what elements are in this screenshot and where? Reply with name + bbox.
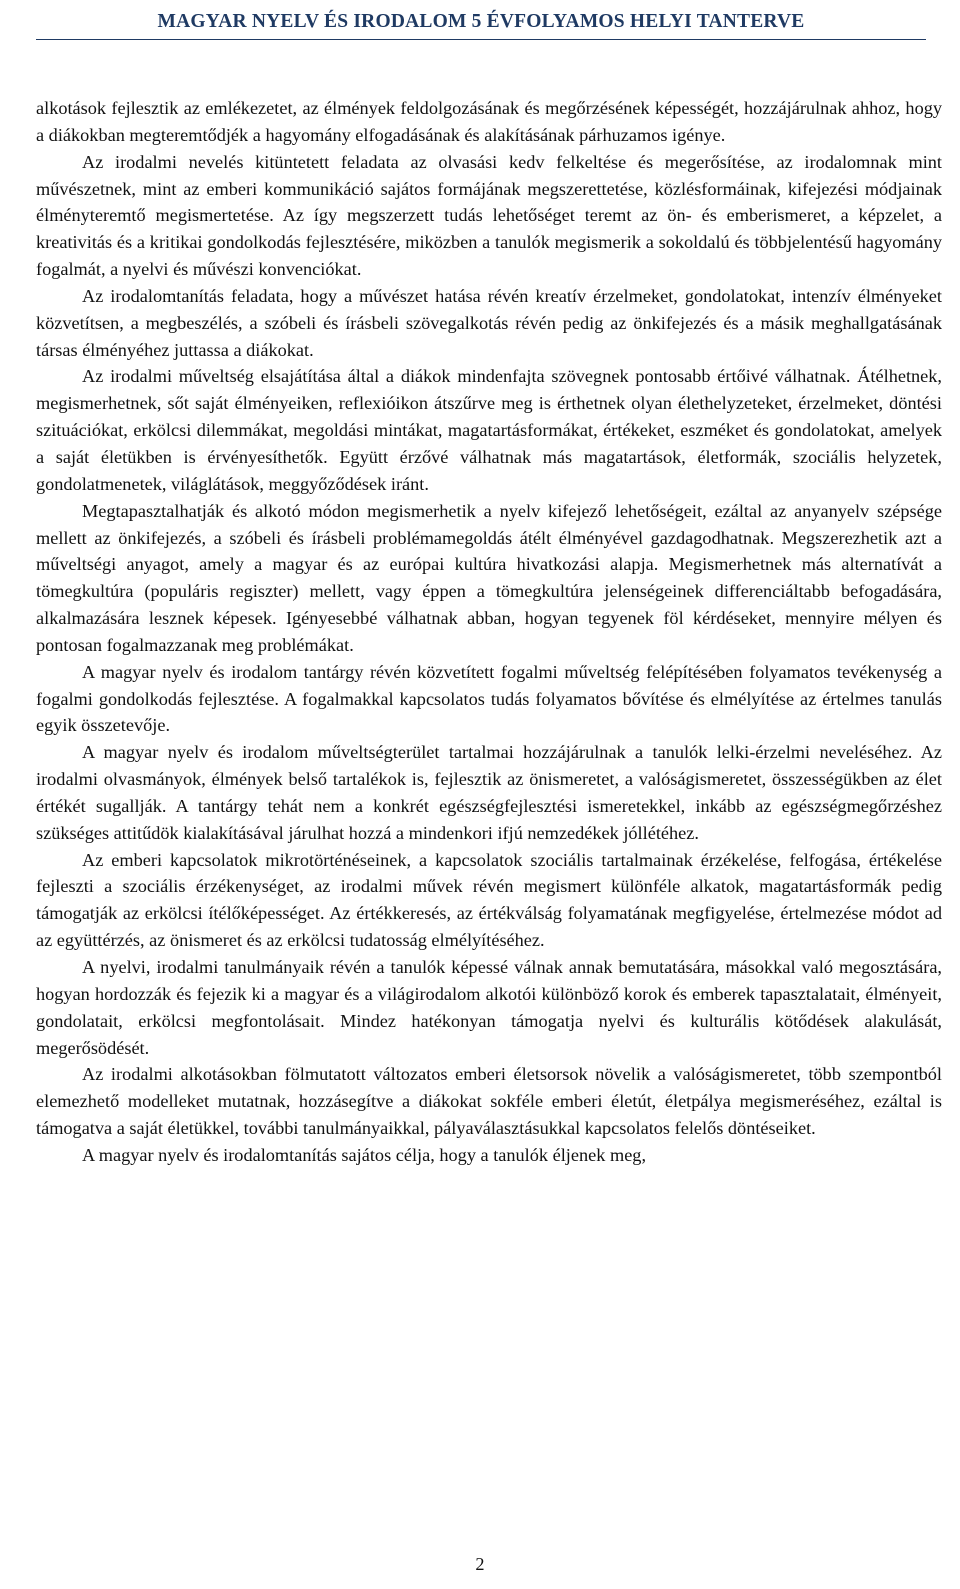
page-number: 2 xyxy=(475,1554,485,1574)
paragraph: Az irodalmi nevelés kitüntetett feladata az olvasási kedv felkeltése és megerősítése, az irodalomnak mint művészetnek, mint az emberi kommunikáció sajátos formájának megszerettetése, közlésformáinak, kifejezési módjainak élményteremtő megismertetése. Az így megszerzett tudás lehetőséget teremt az ön- és emberismeret, a képzelet, a kreativitás és a kritikai gondolkodás fejlesztésére, miközben a tanulók megismerik a sokoldalú és többjelentésű hagyomány fogalmát, a nyelvi és művészi konvenciókat. xyxy=(36,151,942,280)
page-header xyxy=(36,6,926,40)
header-divider xyxy=(36,39,926,40)
document-body xyxy=(36,95,942,1169)
paragraph: A magyar nyelv és irodalom műveltségterület tartalmai hozzájárulnak a tanulók lelki-érzelmi neveléséhez. Az irodalmi olvasmányok, élmények belső tartalékok is, fejlesztik az önismeretet, a valóságismeretet, összességükben az élet értékét sugallják. A tantárgy tehát nem a konkrét egészségfejlesztési ismeretekkel, inkább az egészségmegőrzéshez szükséges attitűdök kialakításával járulhat hozzá a mindenkori ifjú nemzedékek jóllétéhez. xyxy=(36,742,942,843)
paragraph: alkotások fejlesztik az emlékezetet, az élmények feldolgozásának és megőrzésének képességét, hozzájárulnak ahhoz, hogy a diákokban megteremtődjék a hagyomány elfogadásának és alakításának párhuzamos igénye. xyxy=(36,98,942,145)
paragraph: Az irodalomtanítás feladata, hogy a művészet hatása révén kreatív érzelmeket, gondolatokat, intenzív élményeket közvetítsen, a megbeszélés, a szóbeli és írásbeli szövegalkotás révén pedig az önkifejezés és a másik meghallgatásának társas élményéhez juttassa a diákokat. xyxy=(36,285,942,360)
paragraph: Az emberi kapcsolatok mikrotörténéseinek, a kapcsolatok szociális tartalmainak érzékelése, felfogása, értékelése fejleszti a szociális érzékenységet, az irodalmi művek révén megismert különféle alkatok, magatartásformák pedig támogatják az erkölcsi ítélőképességet. Az értékkeresés, az értékválság folyamatának megfigyelése, értelmezése módot ad az együttérzés, az önismeret és az erkölcsi tudatosság elmélyítéséhez. xyxy=(36,849,942,951)
paragraph: A nyelvi, irodalmi tanulmányaik révén a tanulók képessé válnak annak bemutatására, másokkal való megosztására, hogyan hordozzák és fejezik ki a magyar és a világirodalom alkotói különböző korok és emberek tapasztalatait, élményeit, gondolatait, erkölcsi megfontolásait. Mindez hatékonyan támogatja nyelvi és kulturális kötődések alakulását, megerősödését. xyxy=(36,957,942,1058)
paragraph: Megtapasztalhatják és alkotó módon megismerhetik a nyelv kifejező lehetőségeit, ezáltal az anyanyelv szépsége mellett az önkifejezés, a szóbeli és írásbeli problémamegoldás átélt élményével gazdagodhatnak. Megszerezhetik azt a műveltségi anyagot, amely a magyar és az európai kultúra hivatkozási alapja. Megismerhetnek más alternatívát a tömegkultúra (populáris regiszter) mellett, vagy éppen a tömegkultúra jelenségeinek differenciáltabb befogadására, alkalmazására lesznek képesek. Igényesebbé válhatnak abban, hogyan tegyenek föl kérdéseket, mennyire mélyen és pontosan fogalmazzanak meg problémákat. xyxy=(36,500,942,655)
paragraph: Az irodalmi műveltség elsajátítása által a diákok mindenfajta szövegnek pontosabb értőivé válhatnak. Átélhetnek, megismerhetnek, sőt saját élményeiken, reflexióikon átszűrve meg is érthetnek olyan élethelyzeteket, érzelmeket, döntési szituációkat, erkölcsi dilemmákat, megoldási mintákat, magatartásformákat, értékeket, eszméket és gondolatokat, amelyek a saját életükben is érvényesíthetők. Együtt érzővé válhatnak más magatartások, életformák, szociális helyzetek, gondolatmenetek, világlátások, meggyőződések iránt. xyxy=(36,366,942,494)
header-title: MAGYAR NYELV ÉS IRODALOM 5 ÉVFOLYAMOS HELYI TANTERVE xyxy=(157,11,805,32)
paragraph: Az irodalmi alkotásokban fölmutatott változatos emberi életsorsok növelik a valóságismeretet, több szempontból elemezhető modelleket mutatnak, hozzásegítve a diákokat sokféle emberi életút, életpálya megismeréséhez, ezáltal is támogatva a saját életükkel, további tanulmányaikkal, pályaválasztásukkal kapcsolatos felelős döntéseiket. xyxy=(36,1064,942,1139)
paragraph: A magyar nyelv és irodalom tantárgy révén közvetített fogalmi műveltség felépítésében folyamatos tevékenység a fogalmi gondolkodás fejlesztése. A fogalmakkal kapcsolatos tudás folyamatos bővítése és elmélyítése az értelmes tanulás egyik összetevője. xyxy=(36,661,942,736)
paragraph: A magyar nyelv és irodalomtanítás sajátos célja, hogy a tanulók éljenek meg, xyxy=(82,1144,647,1165)
